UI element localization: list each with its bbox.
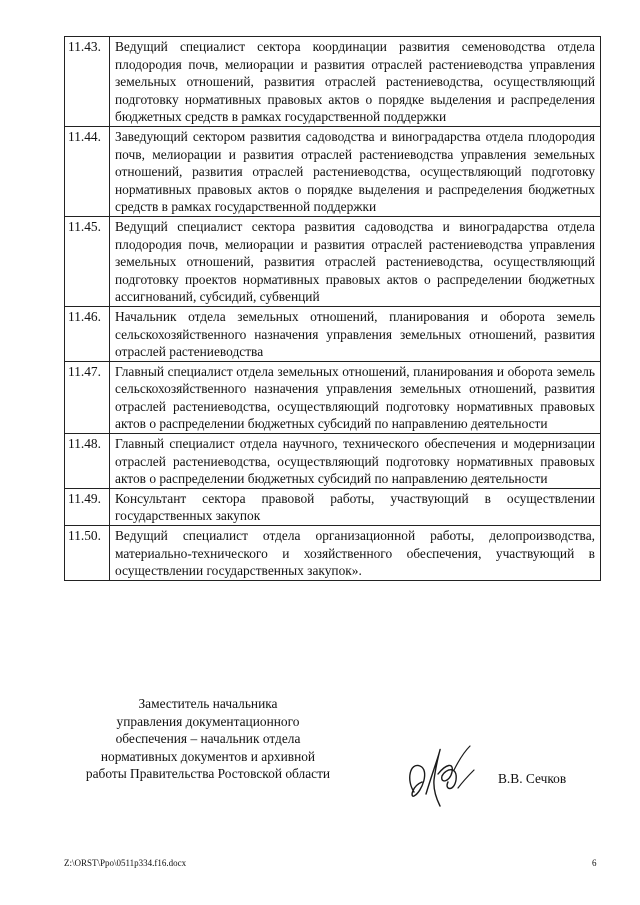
signatory-title-line: обеспечения – начальник отдела — [115, 731, 301, 747]
position-description: Главный специалист отдела земельных отношений, планирования и оборота земель сельскохозяйственного назначения управления земельных отношений, развития отраслей растениеводства, осуществляющий подготовку нормативных правовых актов о распределении бюджетных субсидий по направлению деятельности — [110, 361, 601, 433]
row-number: 11.50. — [65, 526, 110, 581]
row-number: 11.46. — [65, 306, 110, 361]
row-number: 11.44. — [65, 126, 110, 216]
row-number: 11.49. — [65, 488, 110, 525]
file-path: Z:\ORST\Ppo\0511p334.f16.docx — [64, 858, 187, 868]
signatory-title-line: Заместитель начальника — [138, 696, 278, 711]
position-description: Ведущий специалист сектора координации развития семеноводства отдела плодородия почв, мелиорации и развития отраслей растениеводства управления земельных отношений, развития отраслей растениеводства, осуществляющий подготовку нормативных правовых актов о порядке выделения и распределения бюджетных средств в рамках государственной поддержки — [110, 37, 601, 127]
signatory-title-line: управлeния документационного — [116, 713, 300, 729]
position-description: Ведущий специалист отдела организационной работы, делопроизводства, материально-технического и хозяйственного обеспечения, участвующий в осуществлении государствeнных закупок». — [110, 526, 601, 581]
position-description: Главный специалист отдела научного, технического обеспечения и модернизации отраслей растениеводства, осуществляющий подготовку нормативных правовых актов о распределении бюджетных субсидий по направлению деятельности — [110, 434, 601, 489]
position-description: Начальник отдела земельных отношений, планирования и оборота земель сельскохозяйственного назначения управления земельных отношений, развития отраслей растениеводства — [110, 306, 601, 361]
handwritten-signature — [400, 740, 480, 810]
signatory-title — [58, 695, 358, 783]
positions-table — [64, 36, 601, 581]
table-row — [65, 526, 601, 581]
table-row — [65, 488, 601, 525]
row-number: 11.45. — [65, 216, 110, 306]
position-description: Консультант сектора правовой работы, участвующий в осуществлении государственных закупок — [110, 488, 601, 525]
table-row — [65, 126, 601, 216]
row-number: 11.48. — [65, 434, 110, 489]
signatory-title-line: нормативных документов и архивной — [100, 748, 316, 764]
table-row — [65, 306, 601, 361]
signatory-name: В.В. Сечков — [498, 771, 567, 786]
position-description: Ведущий специалист сектора развития садоводства и виноградарства отдела плодородия почв, мелиорации и развития отраслей растениеводства управления земельных отношений, развития отраслей растениеводства, осуществляющий подготовку проектов нормативных правовых актов о распределении бюджетных ассигнований, субсидий, субвенций — [110, 216, 601, 306]
row-number: 11.43. — [65, 37, 110, 127]
row-number: 11.47. — [65, 361, 110, 433]
table-row — [65, 434, 601, 489]
position-description: Заведующий сектором развития садоводства и виноградарства отдела плодородия почв, мелиорации и развития отраслей растениеводства управления земельных отношений, развития отраслей растениеводства, осуществляющий подготовку нормативных правовых актов о порядке выделения и распределения бюджетных средств в рамках государственной поддержки — [110, 126, 601, 216]
table-row — [65, 361, 601, 433]
table-row — [65, 216, 601, 306]
signatory-title-line: работы Правительства Ростовской области — [85, 766, 331, 782]
page-number: 6 — [592, 858, 597, 868]
table-row — [65, 37, 601, 127]
